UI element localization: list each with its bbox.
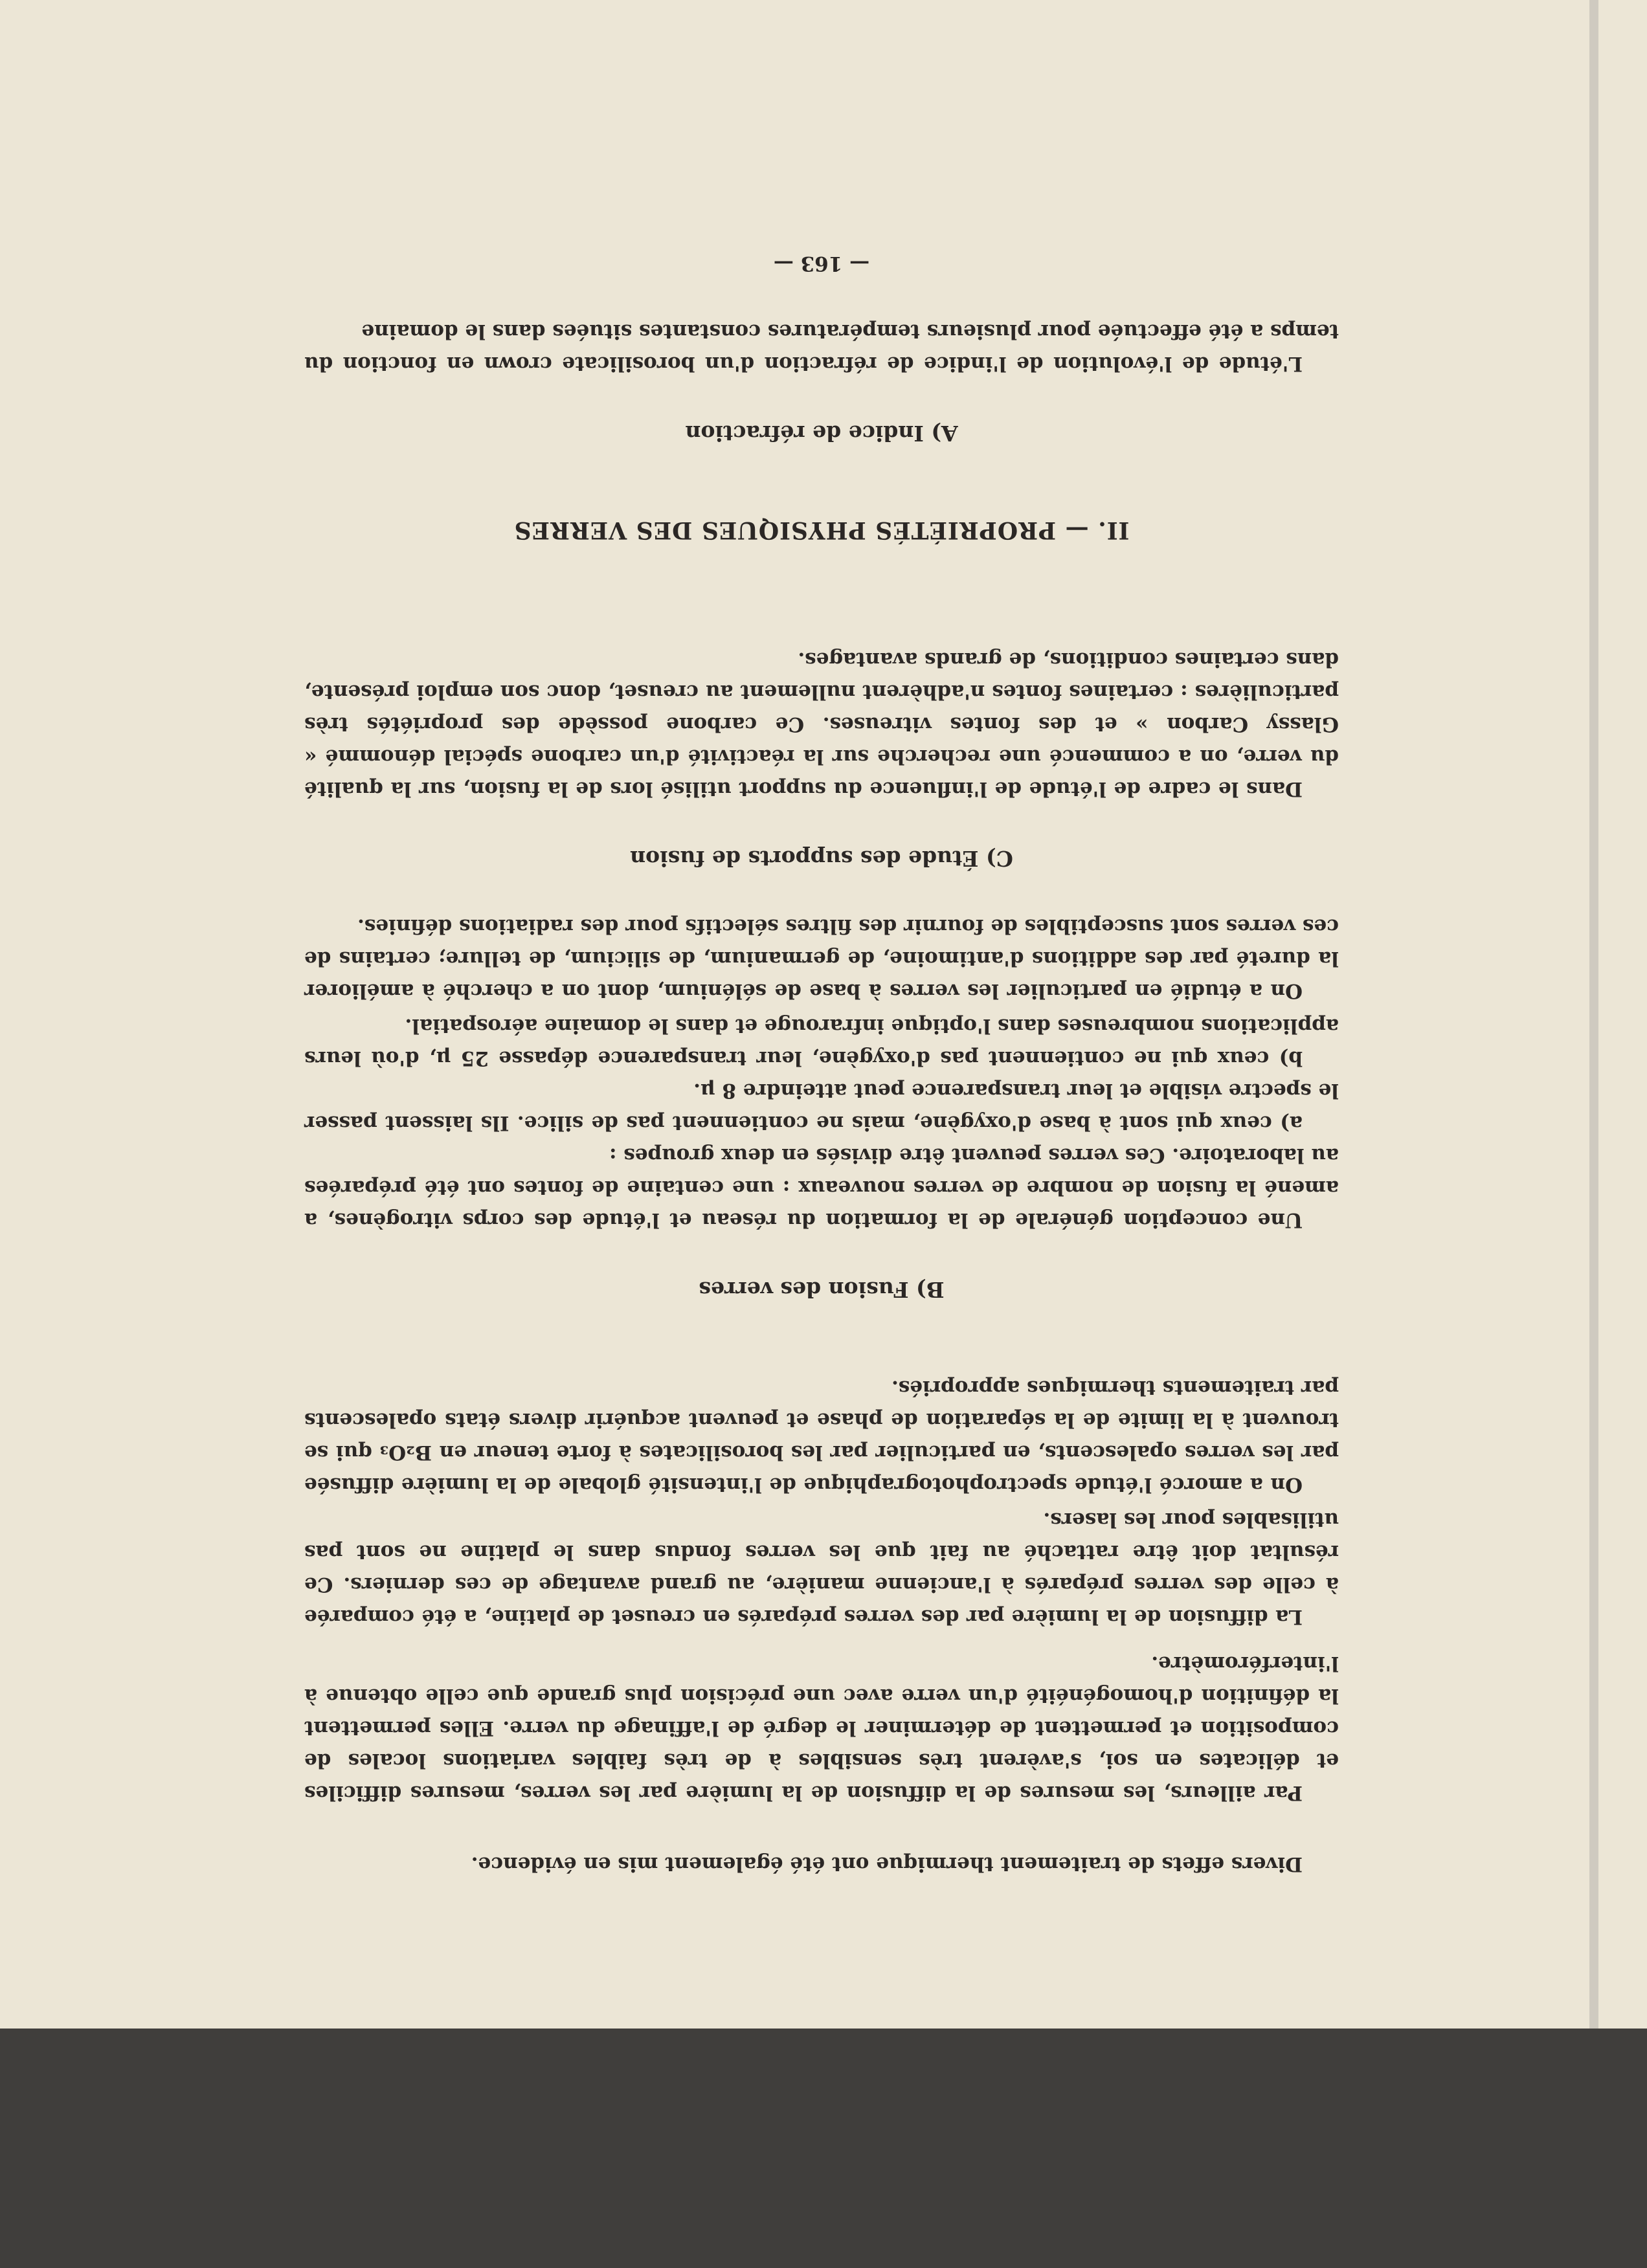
paragraph: L'étude de l'évolution de l'indice de réfraction d'un borosilicate crown en fonction du temps a été effectuée pour plusieurs températures constantes situées dans le domaine [304, 320, 1339, 375]
section-heading: C) Étude des supports de fusion [630, 846, 1013, 871]
page-edge [1589, 0, 1598, 2029]
paragraph: Dans le cadre de l'étude de l'influence du support utilisé lors de la fusion, sur la qualité du verre, on a commencé une recherche sur la réactivité d'un carbone spécial dénommé « Glassy Carbon » et des fontes vitreuses. Ce carbone possède des propriétés très particulières : certaines fontes n'adhèrent nullement au creuset, donc son emploi présente, dans certaines conditions, de grands avantages. [304, 648, 1339, 801]
paragraph: La diffusion de la lumière par des verres préparés en creuset de platine, a été comparée à celle des verres préparés à l'ancienne manière, au grand avantage de ces derniers. Ce résultat doit être rattaché au fait que les verres fondus dans le platine ne sont pas utilisables pour les lasers. [304, 1508, 1339, 1629]
list-item: a) ceux qui sont à base d'oxygène, mais ne contiennent pas de silice. Ils laissent passer le spectre visible et leur transparence peut atteindre 8 μ. [304, 1079, 1339, 1135]
paragraph: On a étudié en particulier les verres à base de sélénium, dont on a cherché à améliorer la dureté par des additions d'antimoine, de germanium, de silicium, de tellure; certains de ces verres sont susceptibles de fournir des filtres sélectifs pour des radiations définies. [304, 915, 1339, 1003]
scanner-background [0, 2029, 1647, 2268]
page-number: — 163 — [773, 252, 870, 275]
section-heading: B) Fusion des verres [699, 1277, 945, 1302]
paragraph: Divers effets de traitement thermique ont été également mis en évidence. [471, 1852, 1303, 1876]
section-heading: A) Indice de réfraction [685, 421, 958, 446]
paragraph: Par ailleurs, les mesures de la diffusion de la lumière par les verres, mesures difficiles et délicates en soi, s'avèrent très sensibles à de très faibles variations locales de composition et permettent de déterminer le degré de l'affinage du verre. Elles permettent la définition d'homogénéité d'un verre avec une précision plus grande que celle obtenue à l'interféromètre. [304, 1652, 1339, 1805]
chapter-heading: II. — PROPRIÉTÉS PHYSIQUES DES VERRES [513, 517, 1130, 544]
paragraph: Une conception générale de la formation du réseau et l'étude des corps vitrogènes, a amené la fusion de nombre de verres nouveaux : une centaine de fontes ont été préparées au laboratoire. Ces verres peuvent être divisés en deux groupes : [304, 1144, 1339, 1232]
list-item: b) ceux qui ne contiennent pas d'oxygène, leur transparence dépasse 25 μ, d'où leurs applications nombreuses dans l'optique infrarouge et dans le domaine aérospatial. [304, 1014, 1339, 1070]
paragraph: On a amorcé l'étude spectrophotographique de l'intensité globale de la lumière diffusée par les verres opalescents, en particulier par les borosilicates à forte teneur en B₂O₃ qui se trouvent à la limite de la séparation de phase et peuvent acquérir divers états opalescents par traitements thermiques appropriés. [304, 1376, 1339, 1496]
page-content-rotated [304, 194, 1339, 1890]
